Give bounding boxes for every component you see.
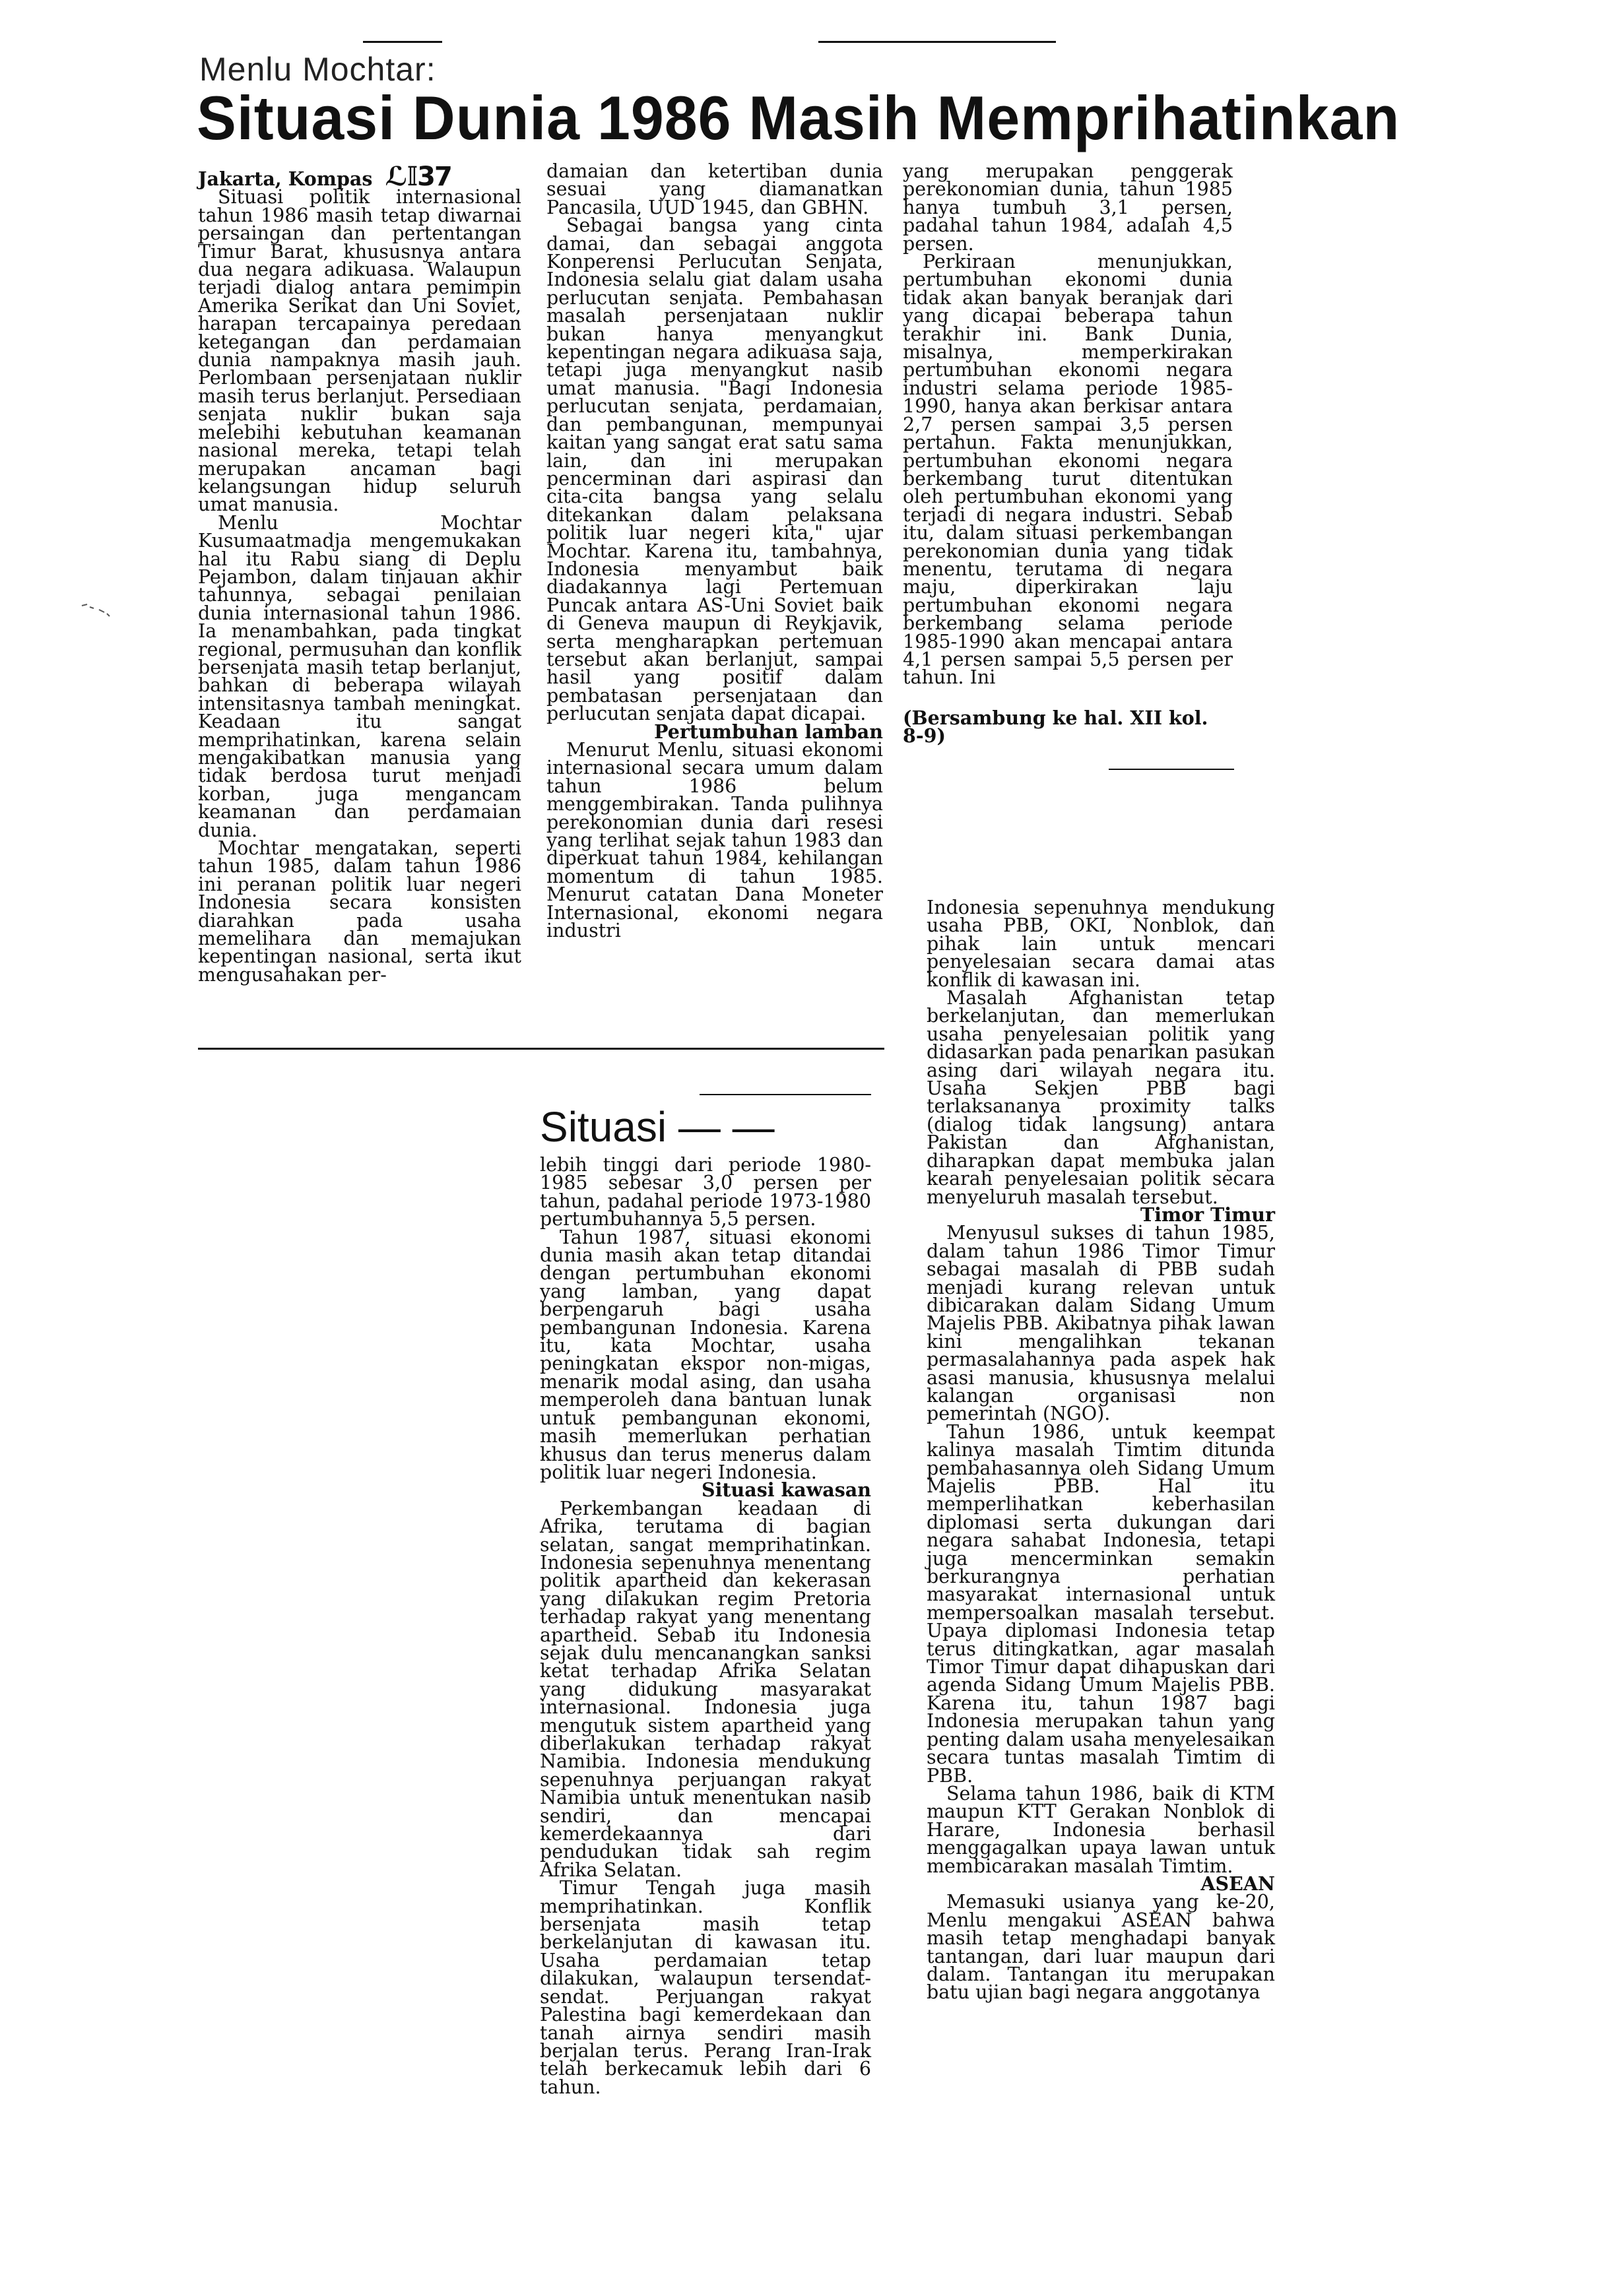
scan-smudge: [79, 598, 119, 624]
paragraph: lebih tinggi dari periode 1980-1985 sebesar 3,0 persen per tahun, padahal periode 1973-1980 pertumbuhannya 5,5 persen.: [540, 1154, 871, 1230]
dateline-line: [198, 162, 521, 192]
article-column-2: [546, 162, 883, 940]
paragraph: Mochtar mengatakan, seperti tahun 1985, dalam tahun 1986 ini peranan politik luar negeri Indonesia secara konsisten diarahkan pada usaha memelihara dan memajukan kepentingan nasional, serta ikut mengusahakan per-: [198, 837, 521, 986]
paragraph: Sebagai bangsa yang cinta damai, dan sebagai anggota Konperensi Perlucutan Senjata, Indonesia selalu giat dalam usaha perlucutan senjata. Pembahasan masalah persenjataan nuklir bukan hanya menyangkut kepentingan negara adikuasa saja, tetapi juga menyangkut nasib umat manusia. "Bagi Indonesia perlucutan senjata, perdamaian, dan pembangunan, mempunyai kaitan yang sangat erat satu sama lain, dan ini merupakan pencerminan dari aspirasi dan cita-cita bangsa yang selalu ditekankan dalam pelaksana politik luar negeri kita," ujar Mochtar. Karena itu, tambahnya, Indonesia menyambut baik diadakannya lagi Pertemuan Puncak antara AS-Uni Soviet baik di Geneva maupun di Reykjavik, serta mengharapkan pertemuan tersebut akan berlanjut, sampai hasil yang positif dalam pembatasan persenjataan dan perlucutan senjata dapat dicapai.: [546, 214, 883, 725]
paragraph: Masalah Afghanistan tetap berkelanjutan, dan memerlukan usaha penyelesaian politik yang didasarkan pada penarikan pasukan asing dari wilayah negara itu. Usaha Sekjen PBB bagi terlaksananya proximity talks (dialog tidak langsung) antara Pakistan dan Afghanistan, diharapkan dapat membuka jalan kearah penyelesaian politik secara menyeluruh masalah tersebut.: [927, 987, 1275, 1208]
paragraph: Menurut Menlu, situasi ekonomi internasional secara umum dalam tahun 1986 belum menggembirakan. Tanda pulihnya perekonomian dunia dari resesi yang terlihat sejak tahun 1983 dan diperkuat tahun 1984, kehilangan momentum di tahun 1985. Menurut catatan Dana Moneter Internasional, ekonomi negara industri: [546, 739, 883, 942]
paragraph: Tahun 1987, situasi ekonomi dunia masih akan tetap ditandai dengan pertumbuhan ekonomi yang lamban, yang dapat berpengaruh bagi usaha pembangunan Indonesia. Karena itu, kata Mochtar, usaha peningkatan ekspor non-migas, menarik modal asing, dan usaha memperoleh dana bantuan lunak untuk pembangunan ekonomi, masih memerlukan perhatian khusus dan terus menerus dalam politik luar negeri Indonesia.: [540, 1226, 871, 1483]
subheading-region: Situasi kawasan: [701, 1479, 871, 1502]
paragraph: Tahun 1986, untuk keempat kalinya masalah Timtim ditunda pembahasannya oleh Sidang Umum Majelis PBB. Hal itu memperlihatkan keberhasilan diplomasi serta dukungan dari negara sahabat Indonesia, tetapi juga mencerminkan semakin berkurangnya perhatian masyarakat internasional untuk mempersoalkan masalah tersebut. Upaya diplomasi Indonesia tetap terus ditingkatkan, agar masalah Timor Timur dapat dihapuskan dari agenda Sidang Umum Majelis PBB. Karena itu, tahun 1987 bagi Indonesia merupakan tahun yang penting dalam usaha menyelesaikan secara tuntas masalah Timtim di PBB.: [927, 1420, 1275, 1787]
paragraph: Menlu Mochtar Kusumaatmadja mengemukakan hal itu Rabu siang di Deplu Pejambon, dalam tinjauan akhir tahunnya, sebagai penilaian dunia internasional tahun 1986. Ia menambahkan, pada tingkat regional, permusuhan dan konflik bersenjata masih tetap berlanjut, bahkan di beberapa wilayah intensitasnya tambah meningkat. Keadaan itu sangat memprihatinkan, karena selain mengakibatkan manusia yang tidak berdosa turut menjadi korban, juga mengancam keamanan dan perdamaian dunia.: [198, 511, 521, 841]
subheading-timor: Timor Timur: [1140, 1203, 1275, 1226]
paragraph: Perkembangan keadaan di Afrika, terutama di bagian selatan, sangat memprihatinkan. Indonesia sepenuhnya menentang politik apartheid dan kekerasan yang dilakukan regim Pretoria terhadap rakyat yang menentang apartheid. Sebab itu Indonesia sejak dulu mencanangkan sanksi ketat terhadap Afrika Selatan yang didukung masyarakat internasional. Indonesia juga mengutuk sistem apartheid yang diberlakukan terhadap rakyat Namibia. Indonesia mendukung sepenuhnya perjuangan rakyat Namibia untuk menentukan nasib sendiri, dan mencapai kemerdekaannya dari pendudukan tidak sah regim Afrika Selatan.: [540, 1497, 871, 1881]
top-rule-left: [363, 41, 442, 43]
paragraph: damaian dan ketertiban dunia sesuai yang diamanatkan Pancasila, UUD 1945, dan GBHN.: [546, 160, 883, 218]
subheading-asean: ASEAN: [1200, 1872, 1275, 1895]
top-rule-right: [818, 41, 1056, 43]
continuation-column-1: [540, 1156, 871, 2096]
paragraph: Perkiraan menunjukkan, pertumbuhan ekonomi dunia tidak akan banyak beranjak dari yang dicapai beberapa tahun terakhir ini. Bank Dunia, misalnya, memperkirakan pertumbuhan ekonomi negara industri selama periode 1985-1990, hanya akan berkisar antara 2,7 persen sampai 3,5 persen pertahun. Fakta menunjukkan, pertumbuhan ekonomi negara berkembang turut ditentukan oleh pertumbuhan ekonomi yang terjadi di negara industri. Sebab itu, dalam situasi perkembangan perekonomian dunia yang tidak menentu, terutama di negara maju, diperkirakan laju pertumbuhan ekonomi negara berkembang selama periode 1985-1990 akan mencapai antara 4,1 persen sampai 5,5 persen per tahun. Ini: [903, 251, 1233, 689]
dateline: Jakarta, Kompas: [198, 168, 373, 190]
continuation-note: (Bersambung ke hal. XII kol. 8-9): [903, 706, 1208, 748]
end-rule-col3: [1109, 769, 1234, 770]
paragraph: yang merupakan penggerak perekonomian dunia, tahun 1985 hanya tumbuh 3,1 persen, padahal tahun 1984, adalah 4,5 persen.: [903, 160, 1233, 255]
continuation-heading: Situasi — —: [540, 1103, 775, 1151]
paragraph: Indonesia sepenuhnya mendukung usaha PBB, OKI, Nonblok, dan pihak lain untuk mencari penyelesaian secara damai atas konflik di kawasan ini.: [927, 897, 1275, 991]
article-column-1: [198, 162, 521, 986]
paragraph: Memasuki usianya yang ke-20, Menlu mengakui ASEAN bahwa masih tetap menghadapi banyak tantangan, dari luar maupun dari dalam. Tantangan itu merupakan batu ujian bagi negara anggotanya: [927, 1891, 1275, 2004]
article-kicker: Menlu Mochtar:: [199, 51, 436, 88]
article-column-3: [903, 162, 1233, 746]
paragraph: Selama tahun 1986, baik di KTM maupun KTT Gerakan Nonblok di Harare, Indonesia berhasil menggagalkan upaya lawan untuk membicarakan masalah Timtim.: [927, 1782, 1275, 1877]
page-divider-rule: [198, 1048, 884, 1050]
subheading-growth: Pertumbuhan lamban: [654, 720, 883, 743]
continuation-column-2: [927, 899, 1275, 2002]
paragraph: Timur Tengah juga masih memprihatinkan. Konflik bersenjata masih tetap berkelanjutan di kawasan itu. Usaha perdamaian tetap dilakukan, walaupun tersendat-sendat. Perjuangan rakyat Palestina bagi kemerdekaan dan tanah airnya sendiri masih berjalan terus. Perang Iran-Irak telah berkecamuk lebih dari 6 tahun.: [540, 1877, 871, 2098]
continuation-top-rule: [700, 1094, 871, 1095]
paragraph: Situasi politik internasional tahun 1986 masih tetap diwarnai persaingan dan pertentangan Timur Barat, khususnya antara dua negara adikuasa. Walaupun terjadi dialog antara pemimpin Amerika Serikat dan Uni Soviet, harapan tercapainya peredaan ketegangan dan perdamaian dunia nampaknya masih jauh. Perlombaan persenjataan nuklir masih terus berlanjut. Persediaan senjata nuklir bukan saja melebihi kebutuhan keamanan nasional mereka, tetapi telah merupakan ancaman bagi kelangsungan hidup seluruh umat manusia.: [198, 186, 521, 516]
paragraph: Menyusul sukses di tahun 1985, dalam tahun 1986 Timor Timur sebagai masalah di PBB sudah menjadi kurang relevan untuk dibicarakan dalam Sidang Umum Majelis PBB. Akibatnya pihak lawan kini mengalihkan tekanan permasalahannya pada aspek hak asasi manusia, khususnya melalui kalangan organisasi non pemerintah (NGO).: [927, 1222, 1275, 1425]
handwritten-code: ℒ𝕀37: [385, 162, 451, 192]
article-headline: Situasi Dunia 1986 Masih Memprihatinkan: [197, 83, 1400, 152]
